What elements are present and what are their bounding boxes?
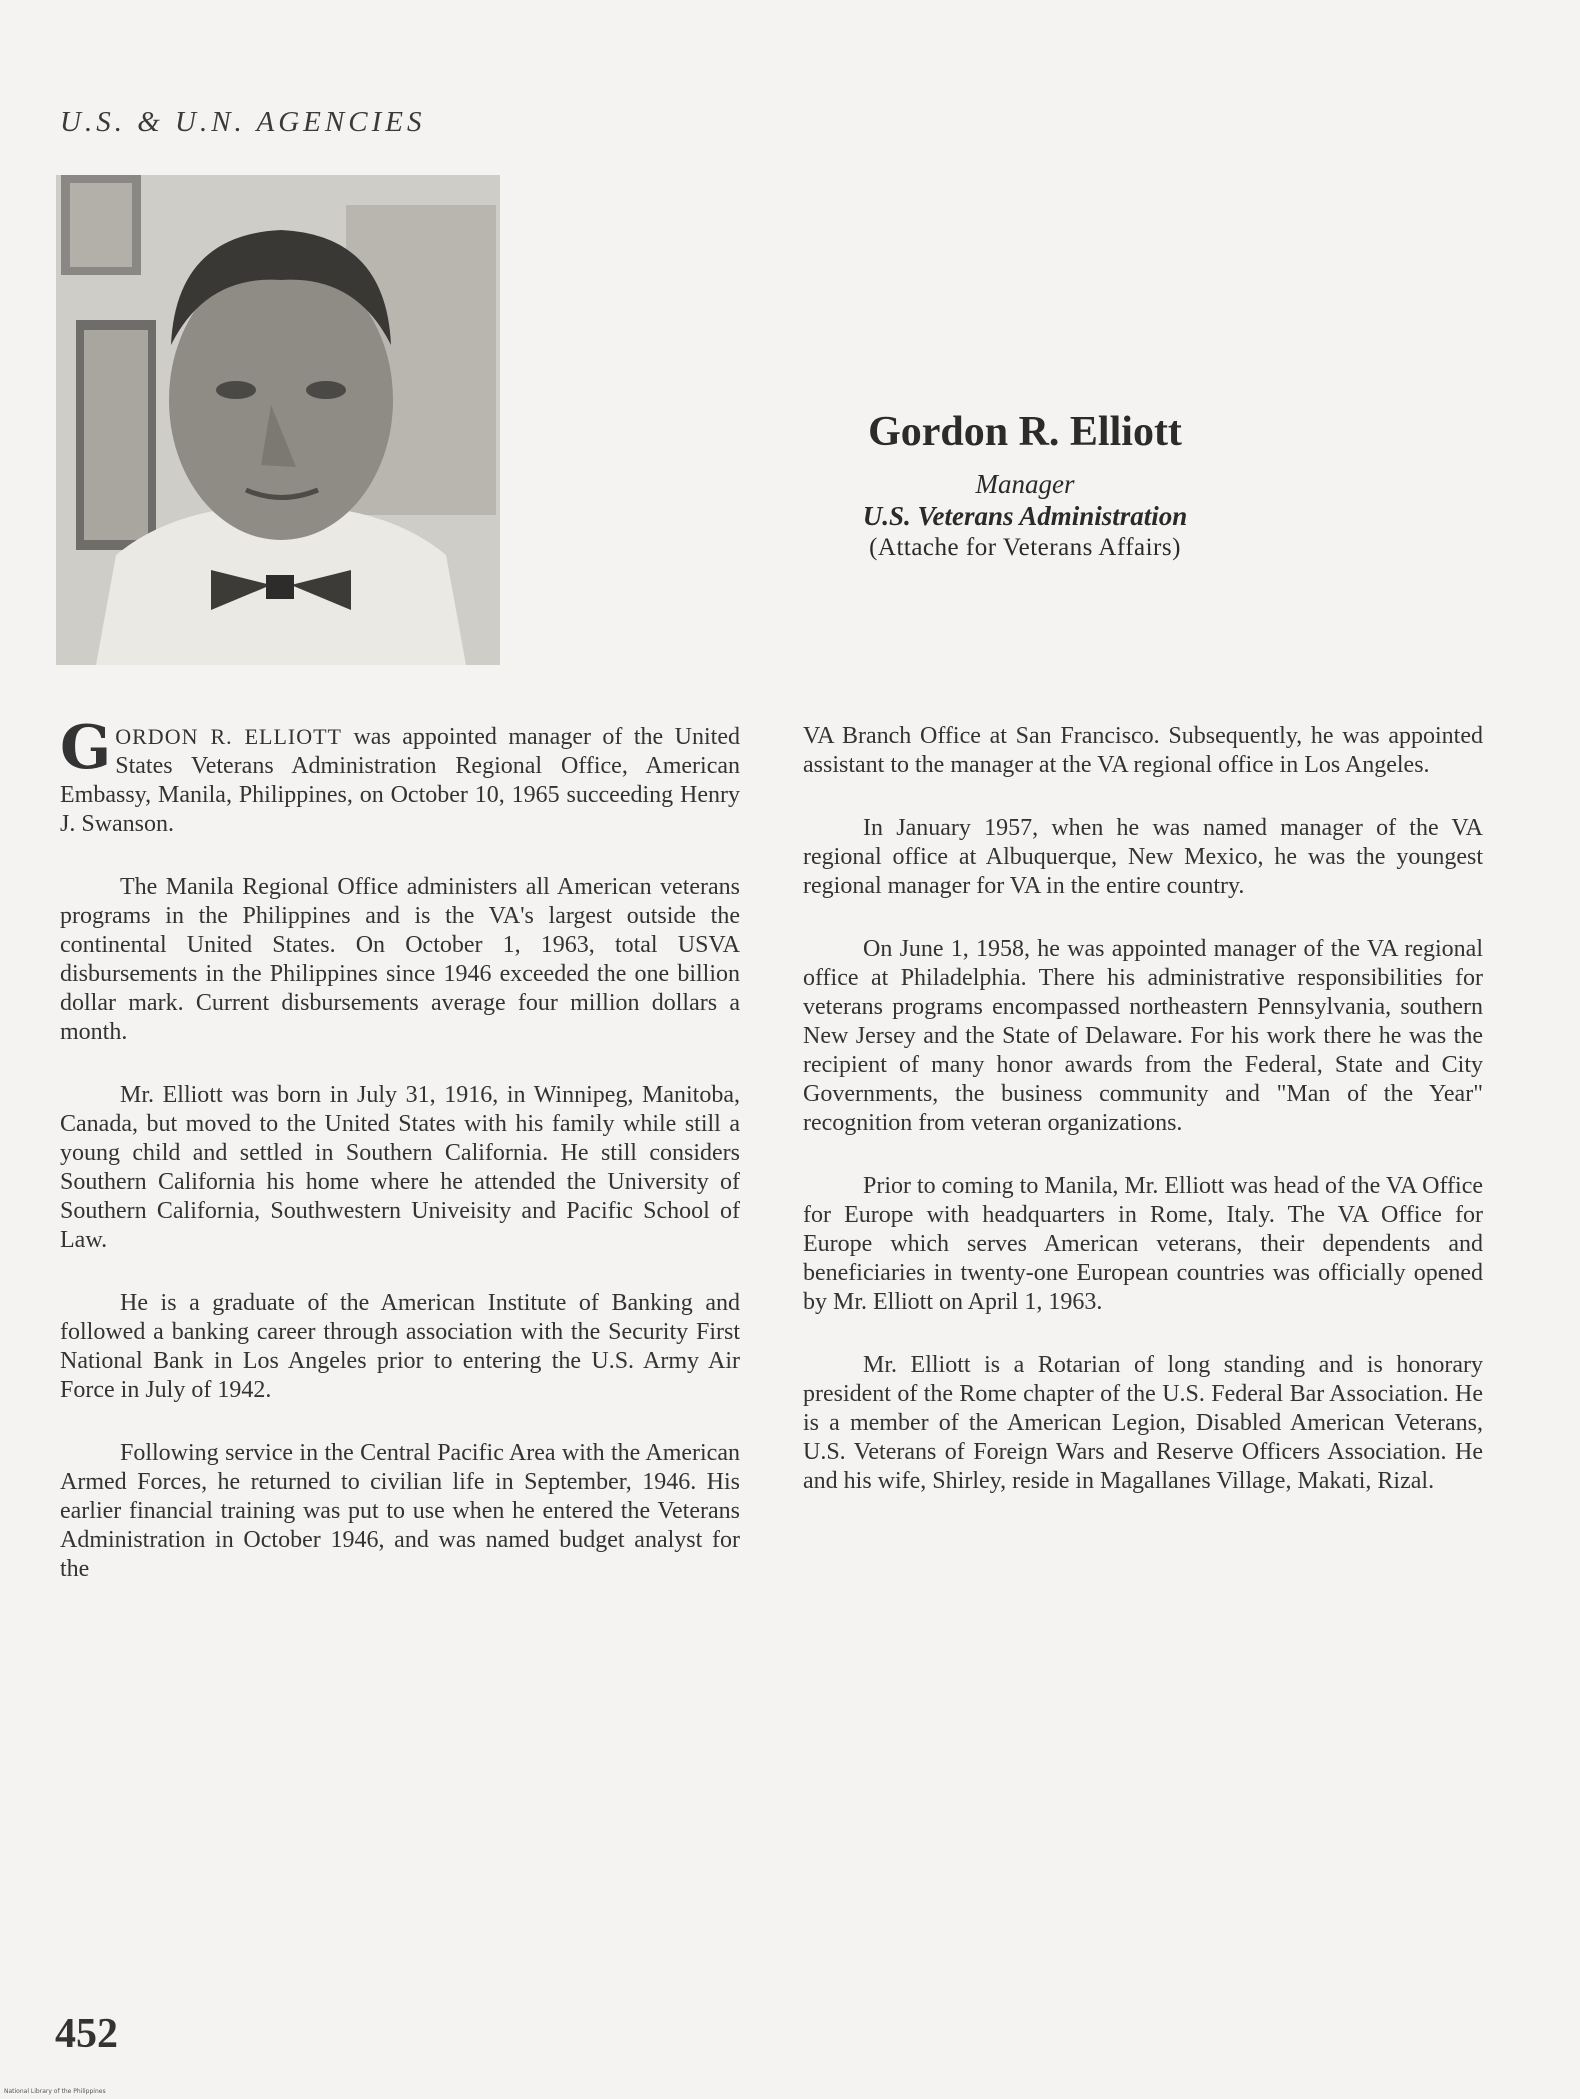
article-paragraph: He is a graduate of the American Institute of Banking and followed a banking career through association with the Security First National Bank in Los Angeles prior to entering the U.S. Army Air Force in July of 1942. (60, 1290, 740, 1403)
article-paragraph: Mr. Elliott is a Rotarian of long standing and is honorary president of the Rome chapter of the U.S. Federal Bar Association. He is a member of the American Legion, Disabled American Veterans, U.S. Veterans of Foreign Wars and Reserve Officers Association. He and his wife, Shirley, reside in Magallanes Village, Makati, Rizal. (803, 1352, 1483, 1494)
paragraph-text: was appointed manager of the United States Veterans Administration Regional Office, American Embassy, Manila, Philippines, on October 10, 1965 succeeding Henry J. Swanson. (60, 724, 740, 837)
article-paragraph: In January 1957, when he was named manager of the VA regional office at Albuquerque, New Mexico, he was the youngest regional manager for VA in the entire country. (803, 815, 1483, 899)
article-paragraph: Mr. Elliott was born in July 31, 1916, in Winnipeg, Manitoba, Canada, but moved to the United States with his family while still a young child and settled in Southern California. He still considers Southern California his home where he attended the University of Southern California, Southwestern Univeisity and Pacific School of Law. (60, 1082, 740, 1253)
article-paragraph: On June 1, 1958, he was appointed manager of the VA regional office at Philadelphia. There his administrative responsibilities for veterans programs encompassed northeastern Pennsylvania, southern New Jersey and the State of Delaware. For his work there he was the recipient of many honor awards from the Federal, State and City Governments, the business community and "Man of the Year" recognition from veteran organizations. (803, 936, 1483, 1136)
right-column (803, 722, 1483, 1530)
drop-cap: G (60, 713, 112, 783)
position-title: Manager (975, 469, 1075, 499)
attache-title: (Attache for Veterans Affairs) (869, 534, 1181, 561)
organization-name: U.S. Veterans Administration (862, 501, 1188, 531)
portrait-photo (56, 175, 500, 665)
article-paragraph: Prior to coming to Manila, Mr. Elliott was head of the VA Office for Europe with headquarters in Rome, Italy. The VA Office for Europe which serves American veterans, their dependents and beneficiaries in twenty-one European countries was officially opened by Mr. Elliott on April 1, 1963. (803, 1173, 1483, 1315)
article-paragraph: VA Branch Office at San Francisco. Subsequently, he was appointed assistant to the manager at the VA regional office in Los Angeles. (803, 723, 1483, 778)
section-header: U.S. & U.N. AGENCIES (60, 106, 426, 138)
article-paragraph: Following service in the Central Pacific Area with the American Armed Forces, he returned to civilian life in September, 1946. His earlier financial training was put to use when he entered the Veterans Administration in October 1946, and was named budget analyst for the (60, 1440, 740, 1582)
left-column (60, 713, 740, 1618)
article-paragraph (60, 713, 740, 839)
title-block (740, 408, 1310, 564)
person-name: Gordon R. Elliott (868, 409, 1182, 455)
footer-credit: National Library of the Philippines (4, 2088, 106, 2095)
article-paragraph: The Manila Regional Office administers all American veterans programs in the Philippines and is the VA's largest outside the continental United States. On October 1, 1963, total USVA disbursements in the Philippines since 1946 exceeded the one billion dollar mark. Current disbursements average four million dollars a month. (60, 874, 740, 1045)
opening-caps: ORDON R. ELLIOTT (115, 724, 342, 749)
page-number: 452 (55, 2011, 118, 2057)
